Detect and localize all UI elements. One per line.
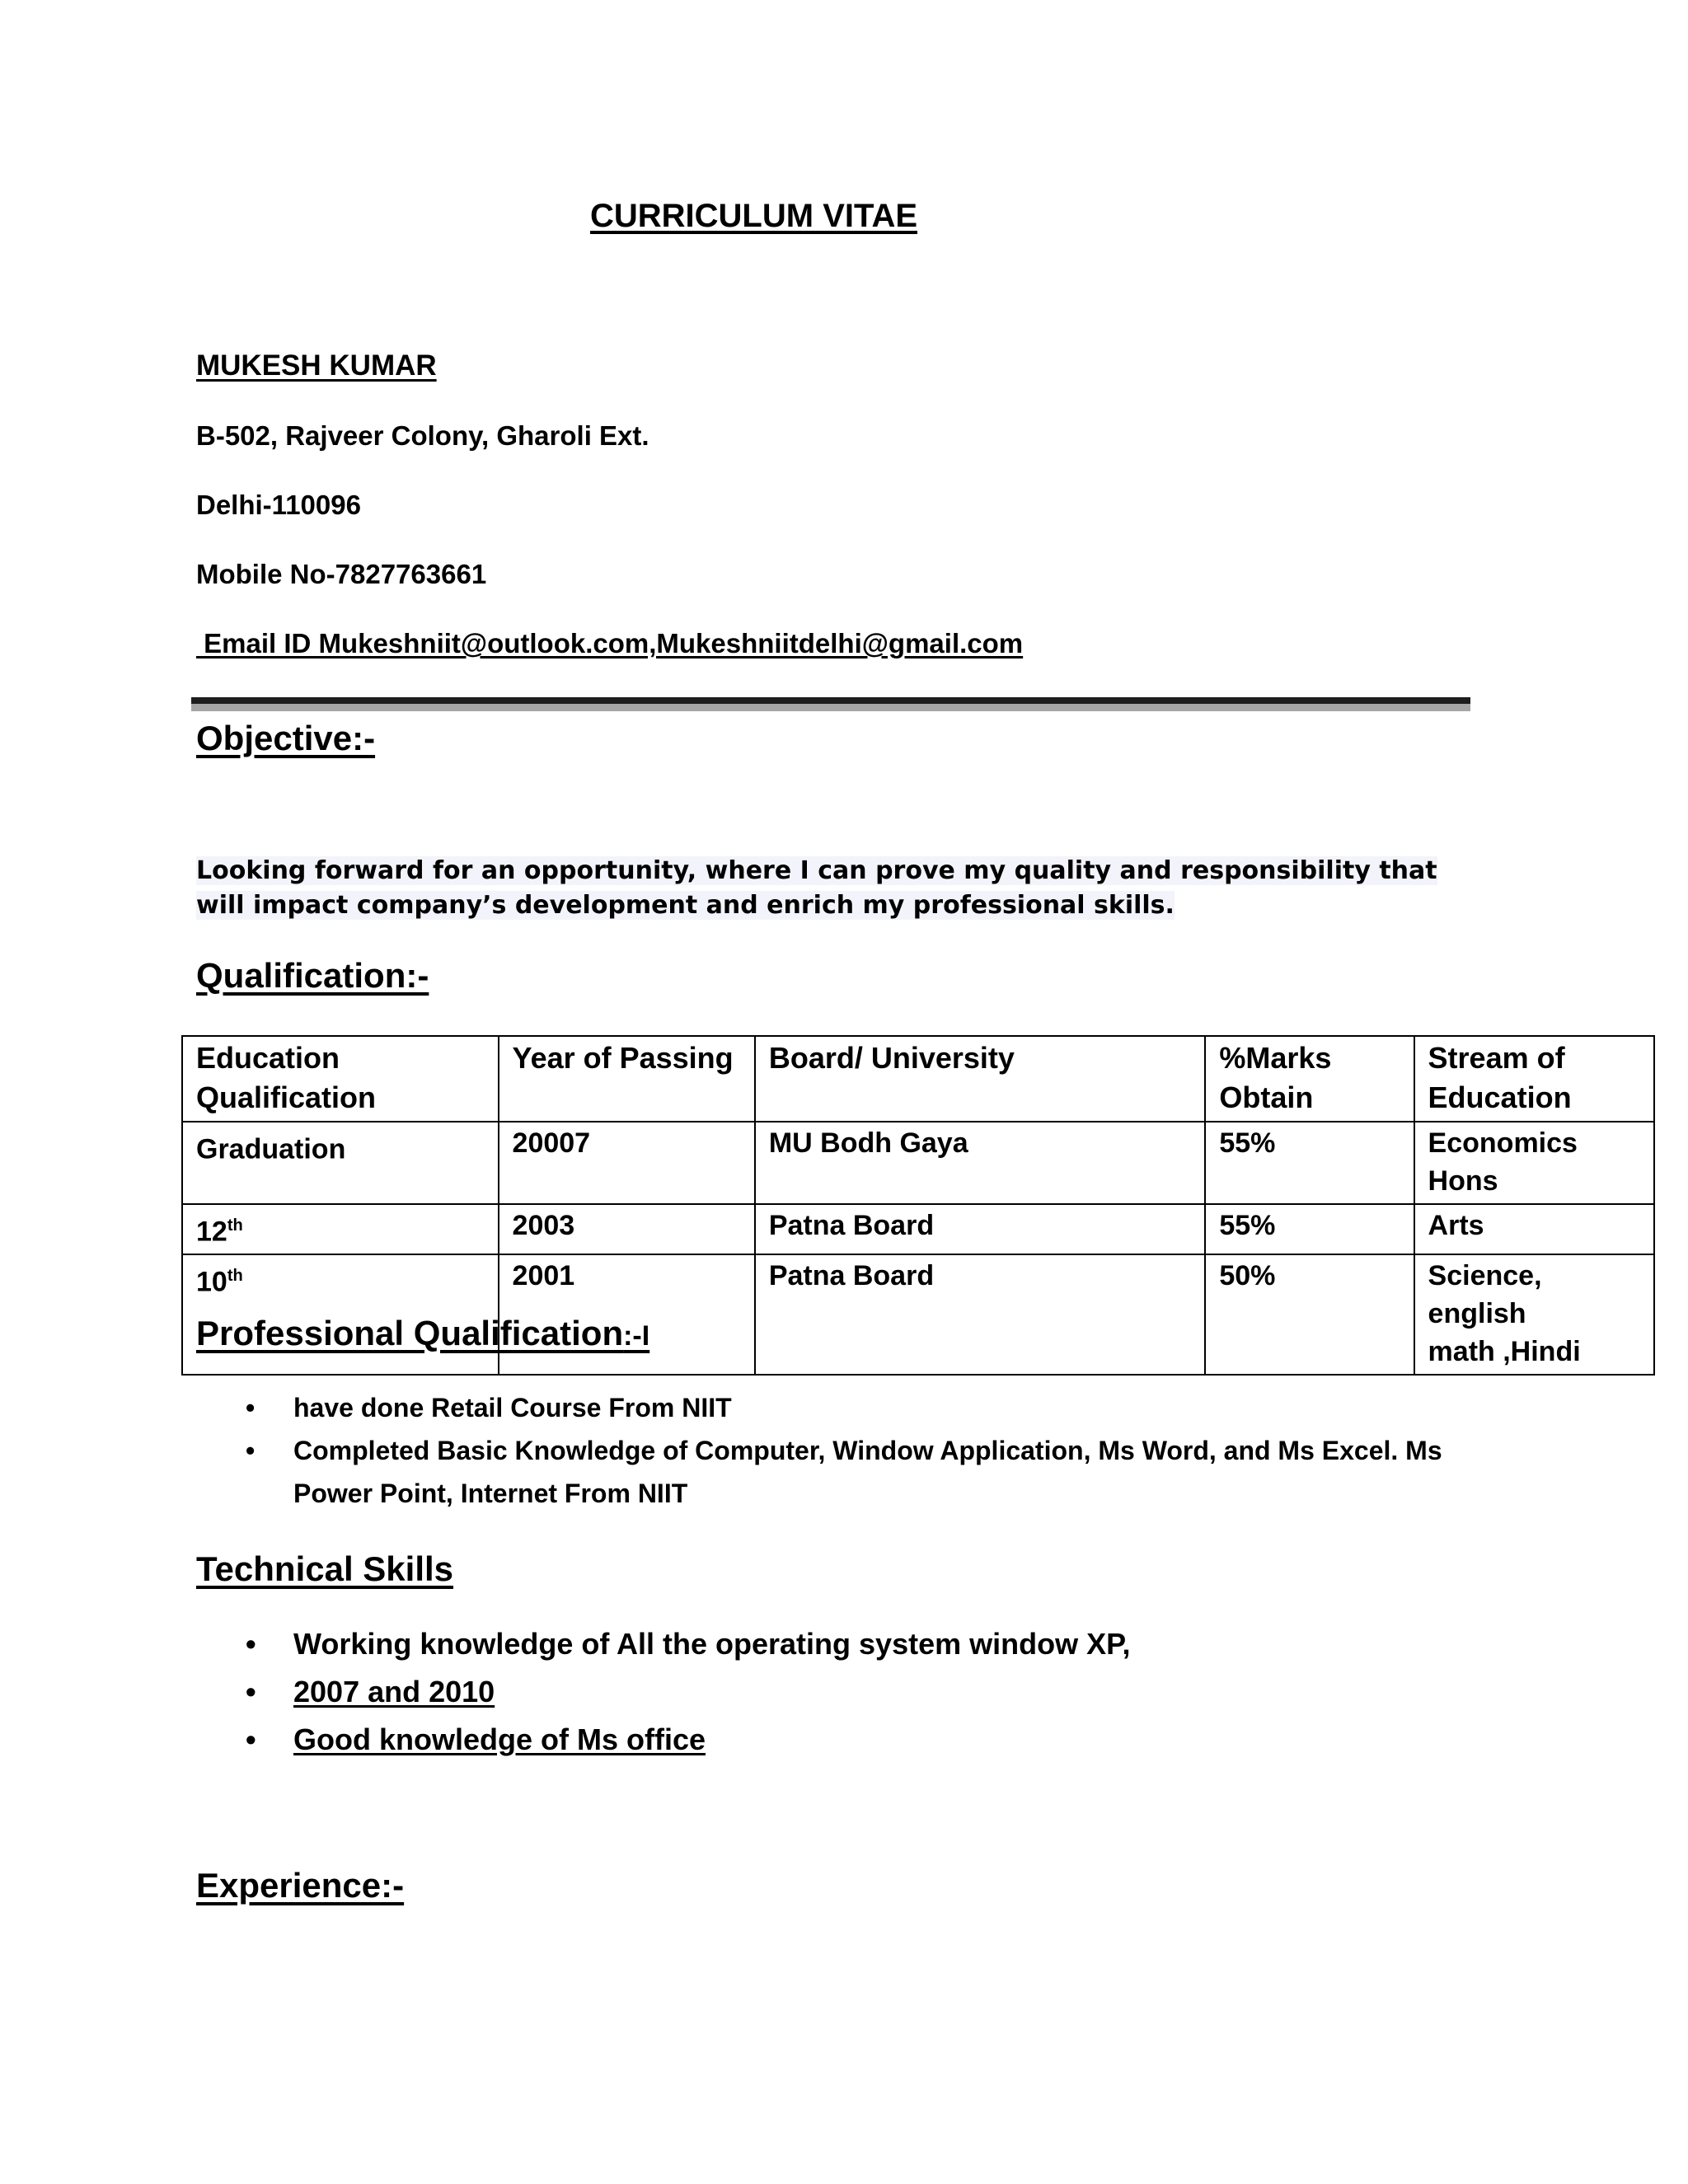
cell-marks: 50% bbox=[1205, 1254, 1414, 1375]
header-year-of-passing: Year of Passing bbox=[499, 1036, 755, 1122]
professional-qualification-list bbox=[239, 1386, 1489, 1515]
divider-light bbox=[191, 704, 1470, 711]
cell-stream: Science, english math ,Hindi bbox=[1414, 1254, 1654, 1375]
list-item: • have done Retail Course From NIIT bbox=[239, 1386, 1489, 1429]
cell-qualification: 12th bbox=[182, 1204, 499, 1254]
table-header-row bbox=[182, 1036, 1654, 1122]
technical-skills-list bbox=[239, 1620, 1130, 1764]
divider-dark bbox=[191, 697, 1470, 704]
professional-heading-suffix: :-I bbox=[623, 1320, 650, 1352]
cell-year: 2003 bbox=[499, 1204, 755, 1254]
list-item: • Completed Basic Knowledge of Computer, Window Application, Ms Word, and Ms Excel. Ms Power Point, Internet From NIIT bbox=[239, 1429, 1489, 1515]
bullet-icon: • bbox=[246, 1436, 256, 1465]
bullet-icon: • bbox=[246, 1722, 256, 1756]
bullet-icon: • bbox=[246, 1627, 256, 1661]
list-item: • Good knowledge of Ms office bbox=[239, 1716, 1130, 1764]
email-ids: Email ID Mukeshniit@outlook.com,Mukeshniitdelhi@gmail.com bbox=[196, 628, 1024, 658]
candidate-name: MUKESH KUMAR bbox=[196, 349, 437, 382]
header-board-university: Board/ University bbox=[755, 1036, 1206, 1122]
address-line-2: Delhi-110096 bbox=[196, 490, 361, 520]
table-row bbox=[182, 1122, 1654, 1204]
cell-marks: 55% bbox=[1205, 1122, 1414, 1204]
cell-year: 20007 bbox=[499, 1122, 755, 1204]
cell-year: 2001 bbox=[499, 1254, 755, 1375]
mobile-number: Mobile No-7827763661 bbox=[196, 559, 487, 589]
table-row bbox=[182, 1204, 1654, 1254]
header-education-qualification: Education Qualification bbox=[182, 1036, 499, 1122]
cell-qualification: 10th bbox=[182, 1254, 499, 1375]
objective-line-2: will impact company’s development and enrich my professional skills. bbox=[196, 891, 1175, 920]
bullet-icon: • bbox=[246, 1675, 256, 1708]
header-stream-of-education: Stream of Education bbox=[1414, 1036, 1654, 1122]
cell-board: MU Bodh Gaya bbox=[755, 1122, 1206, 1204]
cell-stream: Arts bbox=[1414, 1204, 1654, 1254]
cell-board: Patna Board bbox=[755, 1204, 1206, 1254]
objective-text bbox=[196, 854, 1482, 923]
list-item: • Working knowledge of All the operating system window XP, bbox=[239, 1620, 1130, 1668]
experience-heading: Experience:- bbox=[196, 1866, 405, 1905]
cell-marks: 55% bbox=[1205, 1204, 1414, 1254]
professional-qualification-heading: Professional Qualification:-I bbox=[196, 1314, 650, 1352]
page-title: CURRICULUM VITAE bbox=[590, 198, 918, 234]
cell-qualification: Graduation bbox=[182, 1122, 499, 1204]
bullet-icon: • bbox=[246, 1393, 256, 1422]
list-item: • 2007 and 2010 bbox=[239, 1668, 1130, 1716]
objective-heading: Objective:- bbox=[196, 719, 376, 757]
cell-board: Patna Board bbox=[755, 1254, 1206, 1375]
header-marks-obtain: %Marks Obtain bbox=[1205, 1036, 1414, 1122]
objective-line-1: Looking forward for an opportunity, where I can prove my quality and responsibility that bbox=[196, 856, 1437, 885]
address-line-1: B-502, Rajveer Colony, Gharoli Ext. bbox=[196, 420, 649, 451]
cell-stream: Economics Hons bbox=[1414, 1122, 1654, 1204]
qualification-heading: Qualification:- bbox=[196, 956, 429, 995]
technical-skills-heading: Technical Skills bbox=[196, 1549, 454, 1588]
